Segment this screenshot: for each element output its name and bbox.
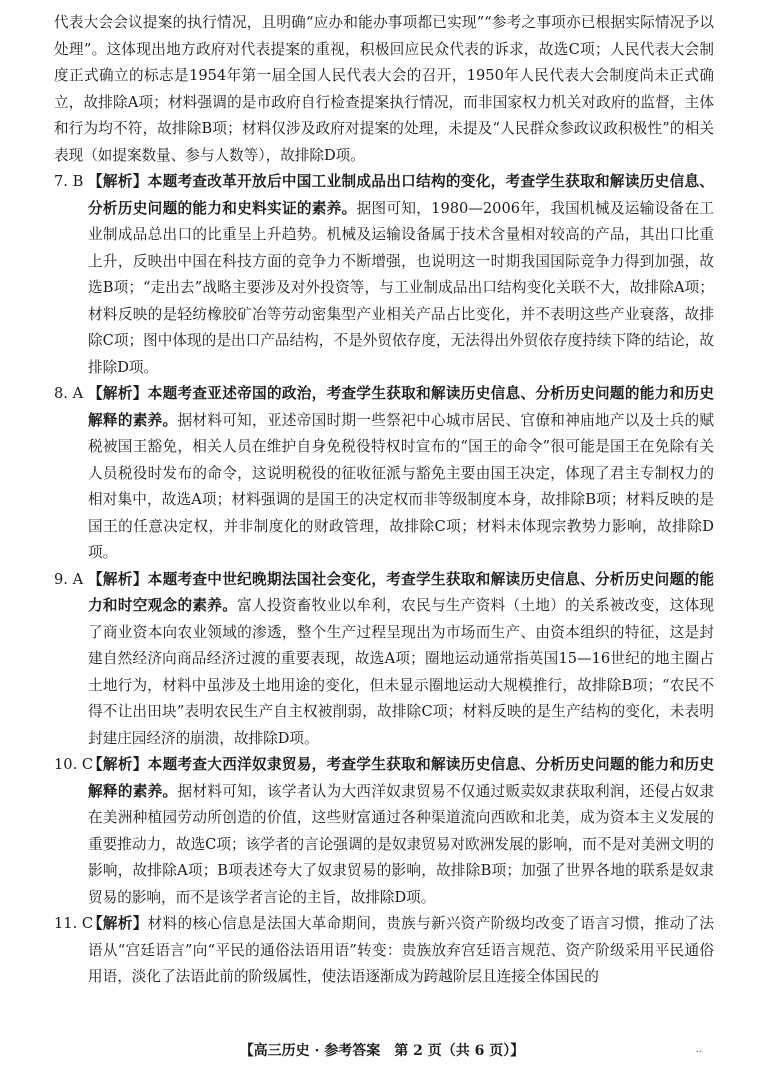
analysis-tag: 【解析】 bbox=[88, 756, 148, 773]
answer-item-10 bbox=[54, 752, 714, 911]
intro-paragraph: 代表大会会议提案的执行情况，且明确“应办和能办事项都已实现”“参考之事项亦已根据实际情况予以处理”。这体现出地方政府对代表提案的重视，积极回应民众代表的诉求，故选C项；人民代表大会制度正式确立的标志是1954年第一届全国人民代表大会的召开，1950年人民代表大会制度尚未正式确立，故排除A项；材料强调的是市政府自行检查提案执行情况，而非国家权力机关对政府的监督，主体和行为均不符，故排除B项；材料仅涉及政府对提案的处理，未提及“人民群众参政议政积极性”的相关表现（如提案数量、参与人数等），故排除D项。 bbox=[54, 14, 714, 164]
item-summary: 本题考查亚述帝国的政治，考查学生获取和解读历史信息、分析历史问题的能力和历史解释的素养。 bbox=[88, 385, 714, 429]
item-explanation: 材料的核心信息是法国大革命期间，贵族与新兴资产阶级均改变了语言习惯，推动了法语从“宫廷语言”向“平民的通俗法语用语”转变：贵族放弃宫廷语言规范、资产阶级采用平民通俗用语，淡化了法语此前的阶级属性，使法语逐渐成为跨越阶层且连接全体国民的 bbox=[88, 915, 714, 985]
item-number: 9. A bbox=[54, 570, 84, 588]
page-footer: 【高三历史 · 参考答案 第 2 页（共 6 页）】 bbox=[239, 1043, 525, 1059]
item-explanation: 据图可知，1980—2006年，我国机械及运输设备在工业制成品总出口的比重呈上升趋势。机械及运输设备属于技术含量相对较高的产品，其出口比重上升，反映出中国在科技方面的竞争力不断增强，也说明这一时期我国国际竞争力得到加强，故选B项；“走出去”战略主要涉及对外投资等，与工业制成品出口结构变化关联不大，故排除A项；材料反映的是轻纺橡胶矿冶等劳动密集型产业相关产品占比变化，并不表明这些产业衰落，故排除C项；图中体现的是出口产品结构，不是外贸依存度，无法得出外贸依存度持续下降的结论，故排除D项。 bbox=[88, 199, 714, 376]
item-summary: 本题考查大西洋奴隶贸易，考查学生获取和解读历史信息、分析历史问题的能力和历史解释的素养。 bbox=[88, 756, 714, 800]
answer-item-11 bbox=[54, 911, 714, 991]
footer-dots: .. bbox=[695, 1044, 702, 1055]
item-number: 7. B bbox=[54, 173, 84, 190]
answer-item-8 bbox=[54, 381, 714, 567]
analysis-tag: 【解析】 bbox=[88, 915, 148, 932]
analysis-tag: 【解析】 bbox=[88, 570, 148, 588]
item-explanation: 据材料可知，该学者认为大西洋奴隶贸易不仅通过贩卖奴隶获取利润，还侵占奴隶在美洲种植园劳动所创造的价值，这些财富通过各种渠道流向西欧和北美，成为资本主义发展的重要推动力，故选C项；该学者的言论强调的是奴隶贸易对欧洲发展的影响，而不是对美洲文明的影响，故排除A项；B项表述夸大了奴隶贸易的影响，故排除B项；加强了世界各地的联系是奴隶贸易的影响，而不是该学者言论的主旨，故排除D项。 bbox=[88, 782, 714, 906]
item-summary: 本题考查中世纪晚期法国社会变化，考查学生获取和解读历史信息、分析历史问题的能力和时空观念的素养。 bbox=[88, 570, 714, 614]
answer-content bbox=[54, 10, 714, 991]
item-number: 8. A bbox=[54, 385, 84, 402]
item-explanation: 富人投资畜牧业以牟利，农民与生产资料（土地）的关系被改变，这体现了商业资本向农业领域的渗透，整个生产过程呈现出为市场而生产、由资本组织的特征，这是封建自然经济向商品经济过渡的重要表现，故选A项；圈地运动通常指英国15—16世纪的地主圈占土地行为，材料中虽涉及土地用途的变化，但未显示圈地运动大规模推行，故排除B项；“农民不得不让出田块”表明农民生产自主权被削弱，故排除C项；材料反映的是生产结构的变化，未表明封建庄园经济的崩溃，故排除D项。 bbox=[88, 597, 714, 747]
item-number: 10. C bbox=[54, 756, 94, 773]
answer-item-9 bbox=[54, 567, 714, 753]
item-explanation: 据材料可知，亚述帝国时期一些祭祀中心城市居民、官僚和神庙地产以及士兵的赋税被国王豁免，相关人员在维护自身免税役特权时宣布的“国王的命令”很可能是国王在免除有关人员税役时发布的命令，这说明税役的征收征派与豁免主要由国王决定，体现了君主专制权力的相对集中，故选A项；材料强调的是国王的决定权而非等级制度本身，故排除B项；材料反映的是国王的任意决定权，并非制度化的财政管理，故排除C项；材料未体现宗教势力影响，故排除D项。 bbox=[88, 411, 714, 561]
answer-item-7 bbox=[54, 169, 714, 381]
item-number: 11. C bbox=[54, 915, 94, 932]
analysis-tag: 【解析】 bbox=[88, 385, 148, 402]
item-summary: 本题考查改革开放后中国工业制成品出口结构的变化，考查学生获取和解读历史信息、分析历史问题的能力和史料实证的素养。 bbox=[88, 173, 714, 217]
analysis-tag: 【解析】 bbox=[88, 173, 148, 190]
